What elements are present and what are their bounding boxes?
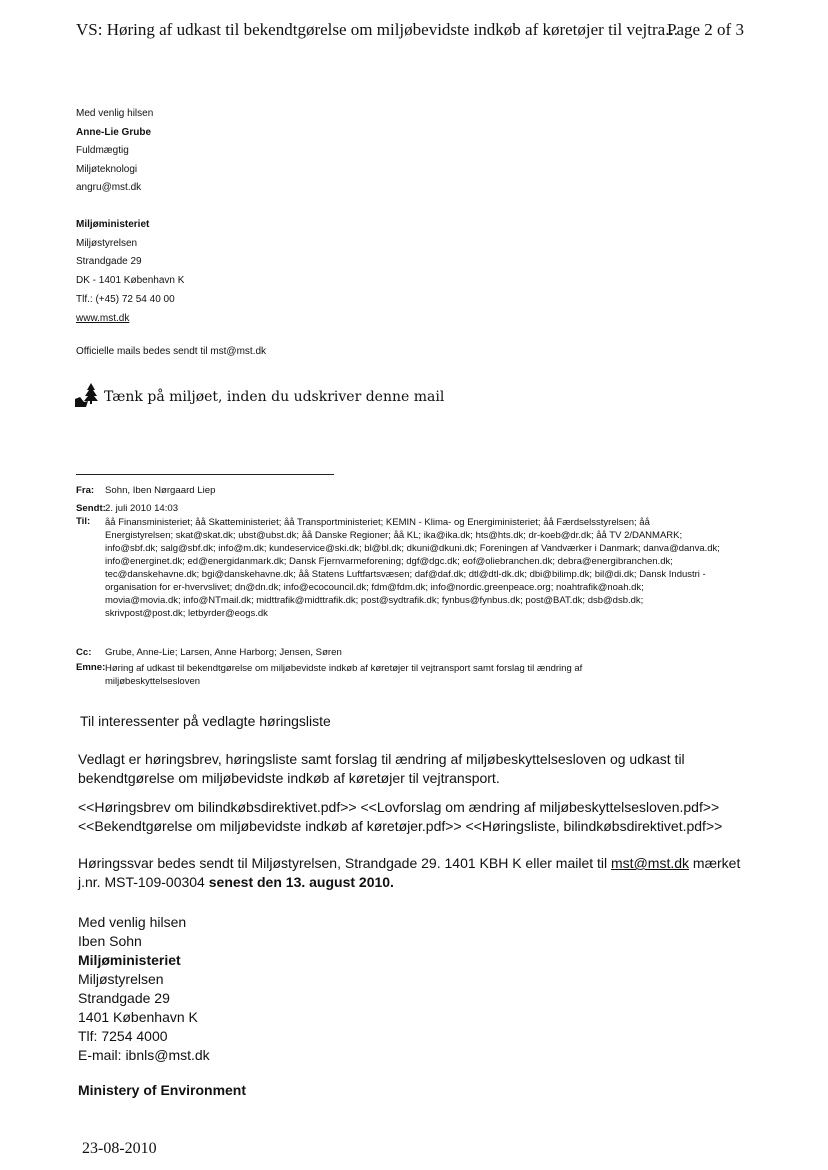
- org-name: Miljøministeriet: [76, 219, 150, 230]
- from-value: Sohn, Iben Nørgaard Liep: [105, 485, 216, 496]
- sent-label: Sendt:: [76, 503, 106, 514]
- sender-agency: Miljøstyrelsen: [78, 971, 164, 987]
- to-label: Til:: [76, 516, 91, 527]
- eco-notice: [74, 382, 444, 408]
- to-recipients: [105, 516, 720, 620]
- from-label: Fra:: [76, 485, 95, 496]
- signature-department: Miljøteknologi: [76, 163, 138, 175]
- official-mail-notice: Officielle mails bedes sendt til mst@mst.dk: [76, 346, 267, 357]
- signoff: Med venlig hilsen: [78, 914, 187, 930]
- case-number: j.nr. MST-109-00304: [78, 874, 205, 890]
- separator-line: [76, 474, 334, 475]
- sender-org: Miljøministeriet: [78, 952, 181, 968]
- cc-label: Cc:: [76, 647, 92, 658]
- signature-organization: [76, 216, 184, 328]
- signature-block: [76, 105, 153, 198]
- sender-signature: [78, 913, 210, 1065]
- attachment-line[interactable]: <<Bekendtgørelse om miljøbevidste indkøb af køretøjer.pdf>> <<Høringsliste, bilindkøbsdirektivet.pdf>>: [78, 818, 723, 834]
- signature-greeting: Med venlig hilsen: [76, 108, 154, 119]
- org-city: DK - 1401 København K: [76, 275, 185, 287]
- org-website-link[interactable]: www.mst.dk: [76, 312, 130, 324]
- reply-text-end: mærket: [692, 855, 741, 871]
- sender-org-english: Ministery of Environment: [78, 1082, 247, 1098]
- tree-icon: [74, 382, 102, 408]
- subject-value: [105, 662, 582, 688]
- signature-name: Anne-Lie Grube: [76, 126, 152, 138]
- reply-line-1: [78, 854, 740, 873]
- to-line: åå Finansministeriet; åå Skatteministeriet; åå Transportministeriet; KEMIN - Klima- og Energiministeriet; åå Færdselsstyrelsen; åå: [105, 517, 650, 528]
- message-paragraph: [78, 750, 685, 788]
- to-line: info@sbf.dk; salg@sbf.dk; info@m.dk; kundeservice@ski.dk; bl@bl.dk; dkuni@dkuni.dk; Foreningen af Vandværker i Danmark; danva@danva.dk;: [105, 543, 720, 554]
- to-line: Energistyrelsen; skat@skat.dk; ubst@ubst.dk; åå Danske Regioner; åå KL; ika@ika.dk; hts@hts.dk; dr-koeb@dr.dk; åå TV 2/DANMARK;: [105, 530, 683, 541]
- cc-value: Grube, Anne-Lie; Larsen, Anne Harborg; Jensen, Søren: [105, 647, 342, 658]
- reply-instructions: [78, 854, 740, 892]
- paragraph-line: bekendtgørelse om miljøbevidste indkøb af køretøjer til vejtransport.: [78, 770, 500, 786]
- to-line: movia@movia.dk; info@NTmail.dk; midttrafik@midttrafik.dk; post@sydtrafik.dk; fynbus@fynbus.dk; post@BAT.dk; dsb@dsb.dk;: [105, 595, 644, 606]
- subject-label: Emne:: [76, 662, 106, 673]
- sender-phone: Tlf: 7254 4000: [78, 1028, 168, 1044]
- attachments-list: [78, 798, 722, 836]
- to-line: organisation for er-hvervslivet; dn@dn.dk; info@ecocouncil.dk; fdm@fdm.dk; info@nordic.greenpeace.org; noahtrafik@noah.dk;: [105, 582, 644, 593]
- to-line: skrivpost@post.dk; letbyrder@eogs.dk: [105, 608, 268, 619]
- reply-text: Høringssvar bedes sendt til Miljøstyrelsen, Strandgade 29. 1401 KBH K eller mailet til: [78, 855, 608, 871]
- attachment-line[interactable]: <<Høringsbrev om bilindkøbsdirektivet.pdf>> <<Lovforslag om ændring af miljøbeskyttelsesloven.pdf>>: [78, 799, 720, 815]
- sender-city: 1401 København K: [78, 1009, 198, 1025]
- message-salutation: Til interessenter på vedlagte høringsliste: [80, 713, 331, 729]
- page-number: Page 2 of 3: [667, 20, 744, 39]
- reply-line-2: [78, 873, 740, 892]
- org-phone: Tlf.: (+45) 72 54 40 00: [76, 293, 175, 305]
- eco-notice-text: Tænk på miljøet, inden du udskriver denne mail: [104, 389, 445, 405]
- document-title: VS: Høring af udkast til bekendtgørelse om miljøbevidste indkøb af køretøjer til vejtra...: [76, 20, 678, 39]
- to-line: tec@danskehavne.dk; bgi@danskehavne.dk; åå Statens Luftfartsvæsen; daf@daf.dk; dtl@dtl-dk.dk; dbi@bilimp.dk; bil@di.dk; Dansk Industri -: [105, 569, 706, 580]
- sender-street: Strandgade 29: [78, 990, 170, 1006]
- reply-email-link[interactable]: mst@mst.dk: [611, 855, 690, 871]
- signature-role: Fuldmægtig: [76, 145, 129, 156]
- to-line: info@energinet.dk; ed@energidanmark.dk; Dansk Fjernvarmeforening; dgf@dgc.dk; eof@oliebranchen.dk; debra@energibranchen.dk;: [105, 556, 673, 567]
- paragraph-line: Vedlagt er høringsbrev, høringsliste samt forslag til ændring af miljøbeskyttelsesloven og udkast til: [78, 751, 685, 767]
- org-street: Strandgade 29: [76, 256, 142, 268]
- sender-name: Iben Sohn: [78, 933, 142, 949]
- agency-name: Miljøstyrelsen: [76, 237, 138, 249]
- signature-email: angru@mst.dk: [76, 182, 142, 193]
- subject-line: miljøbeskyttelsesloven: [105, 676, 201, 687]
- sent-value: 2. juli 2010 14:03: [105, 503, 179, 514]
- subject-line: Høring af udkast til bekendtgørelse om miljøbevidste indkøb af køretøjer til vejtransport samt forslag til ændring af: [105, 663, 583, 674]
- print-date: 23-08-2010: [82, 1140, 157, 1157]
- deadline: senest den 13. august 2010.: [208, 874, 394, 890]
- sender-email: E-mail: ibnls@mst.dk: [78, 1047, 210, 1063]
